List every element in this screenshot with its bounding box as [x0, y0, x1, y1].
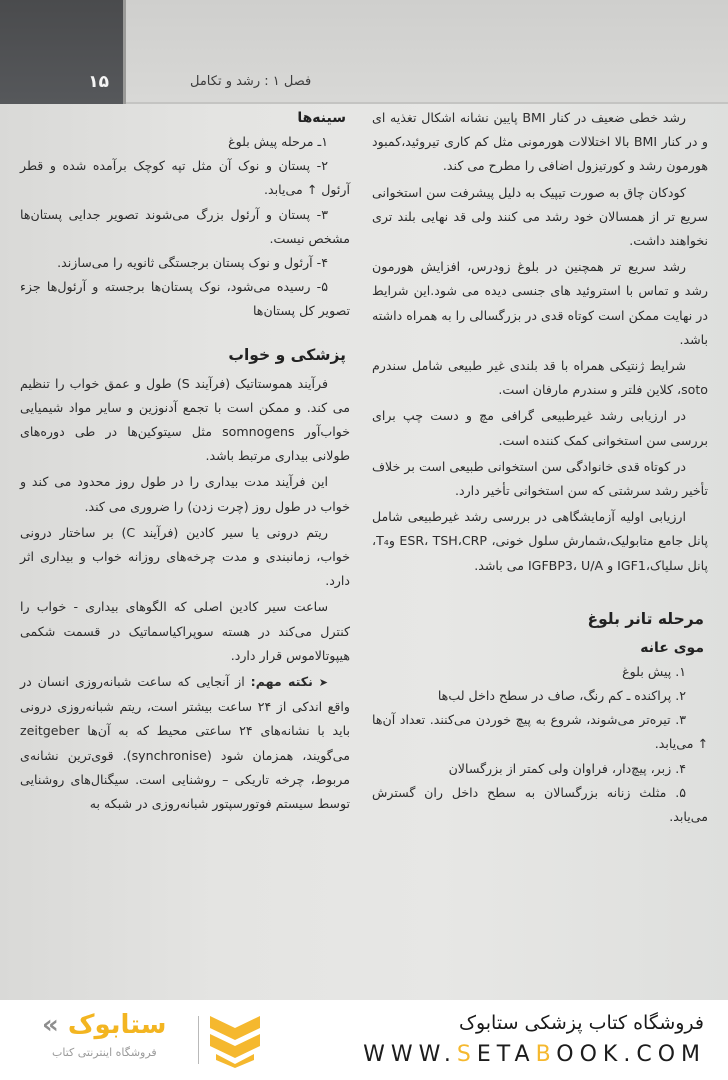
logo-subtitle: فروشگاه اینترنتی کتاب [52, 1046, 157, 1059]
page-number: ۱۵ [88, 72, 109, 92]
list-item: ۴- آرئول و نوک پستان برجستگی ثانویه را می‌سازند. [57, 255, 328, 271]
store-title: فروشگاه کتاب پزشکی ستابوک [458, 1012, 704, 1034]
paragraph: رشد سریع تر همچنین در بلوغ زودرس، افزایش هورمون رشد و تماس با استروئید های جنسی دیده می شود.این شرایط در نهایت ممکن است کوتاه قدی در بزرگسالی را به همراه داشته باشد. [372, 259, 708, 347]
arrow-marker-icon: ➤ [318, 676, 328, 690]
paragraph: در کوتاه قدی خانوادگی سن استخوانی طبیعی است بر خلاف تأخیر رشد سرشتی که سن استخوانی تأخیر دارد. [372, 458, 708, 499]
list-item: ۲. پراکنده ـ کم رنگ، صاف در سطح داخل لب‌ها [437, 688, 686, 704]
paragraph: فرآیند هموستاتیک (فرآیند S) طول و عمق خواب را تنظیم می کند. و ممکن است با تجمع آدنوزین و سایر مواد شیمیایی خواب‌آور somnogens مثل سیتوکین‌ها در طی دوره‌های طولانی بیداری مرتبط باشد. [20, 375, 350, 464]
note-label: نکته مهم: [250, 674, 313, 690]
paragraph: این فرآیند مدت بیداری را در طول روز محدود می کند و خواب در طول روز (چرت زدن) را ضروری می کند. [20, 474, 350, 514]
list-item: ۵. مثلث زنانه بزرگسالان به سطح داخل ران گسترش می‌یابد. [372, 784, 708, 825]
logo-wordmark: « ستابوک [42, 1010, 167, 1040]
list-item: ۳. تیره‌تر می‌شوند، شروع به پیچ خوردن می‌کنند. تعداد آن‌ها ↑ می‌یابد. [372, 712, 708, 752]
paragraph: شرایط ژنتیکی همراه با قد بلندی غیر طبیعی شامل سندرم soto، کلاین فلتر و سندرم مارفان است. [372, 358, 708, 398]
setabook-logo[interactable] [38, 1010, 258, 1072]
right-column [372, 106, 708, 829]
list-item: ۱ـ مرحله پیش بلوغ [228, 134, 328, 149]
list-item: ۲- پستان و نوک آن مثل تپه کوچک برآمده شده و قطر آرئول ↑ می‌یابد. [20, 158, 350, 198]
list-item: ۱. پیش بلوغ [622, 663, 686, 679]
double-chevron-icon: « [42, 1010, 59, 1040]
section-heading-breasts: سینه‌ها [297, 110, 346, 126]
paragraph: ساعت سیر کادین اصلی که الگوهای بیداری - خواب را کنترل می‌کند در هسته سوپراکیاسماتیک در قسمت شکمی هیپوتالاموس قرار دارد. [20, 599, 350, 663]
subsection-heading-pubic-hair: موی عانه [640, 639, 704, 656]
paragraph: ارزیابی اولیه آزمایشگاهی در بررسی رشد غیرطبیعی شامل پانل جامع متابولیک،شمارش سلول خونی، ESR، TSH،CRP وT₄، پانل سلیاک،IGF1 و IGFBP3، U/A می باشد. [372, 509, 708, 573]
page-header [0, 0, 728, 104]
section-heading-tanner: مرحله تانر بلوغ [587, 609, 704, 628]
logo-divider [198, 1016, 199, 1064]
paragraph: ریتم درونی یا سیر کادین (فرآیند C) بر ساختار درونی خواب، زمانبندی و مدت چرخه‌های روزانه خواب و بیداری اثر دارد. [20, 524, 350, 589]
list-item: ۴. زبر، پیچ‌دار، فراوان ولی کمتر از بزرگسالان [448, 760, 686, 776]
paragraph: کودکان چاق به صورت تیپیک به دلیل پیشرفت سن استخوانی سریع تر از همسالان خود رشد می کنند ولی قد نهایی بلند تری نخواهند داشت. [372, 184, 708, 249]
paragraph: در ارزیابی رشد غیرطبیعی گرافی مچ و دست چپ برای بررسی سن استخوانی کمک کننده است. [372, 408, 708, 448]
left-column [20, 106, 350, 818]
chapter-title: فصل ۱ : رشد و تکامل [190, 74, 312, 89]
note-text: از آنجایی که ساعت شبانه‌روزی انسان در واقع اندکی از ۲۴ ساعت بیشتر است، ریتم شبانه‌روزی درونی باید با نشانه‌های ۲۴ ساعتی محیط که به آن‌ها zeitgeber می‌گویند، همزمان شود (synchronise). قوی‌ترین نشانه‌ی مربوط، چرخه تاریکی – روشنایی است. سیگنال‌های روشنایی توسط سیستم فوتورسپتور شبانه‌روزی در شبکه به [20, 674, 350, 812]
important-note [20, 670, 350, 816]
paragraph: رشد خطی ضعیف در کنار BMI پایین نشانه اشکال تغذیه ای و در کنار BMI بالا اختلالات هورمونی مثل کم کاری تیروئید،کمبود هورمون رشد و کورتیزول اضافی را مطرح می کند. [372, 110, 709, 174]
page-number-tab [0, 0, 126, 104]
store-footer-banner [0, 1000, 728, 1080]
list-item: ۳- پستان و آرئول بزرگ می‌شوند تصویر جدایی پستان‌ها مشخص نیست. [20, 206, 350, 246]
section-heading-sleep: پزشکی و خواب [228, 345, 346, 364]
chevron-badge-icon [210, 1014, 260, 1068]
list-item: ۵- رسیده می‌شود، نوک پستان‌ها برجسته و آرئول‌ها جزء تصویر کل پستان‌ها [20, 279, 350, 319]
store-url-link[interactable]: WWW.SETABOOK.COM [363, 1042, 706, 1067]
